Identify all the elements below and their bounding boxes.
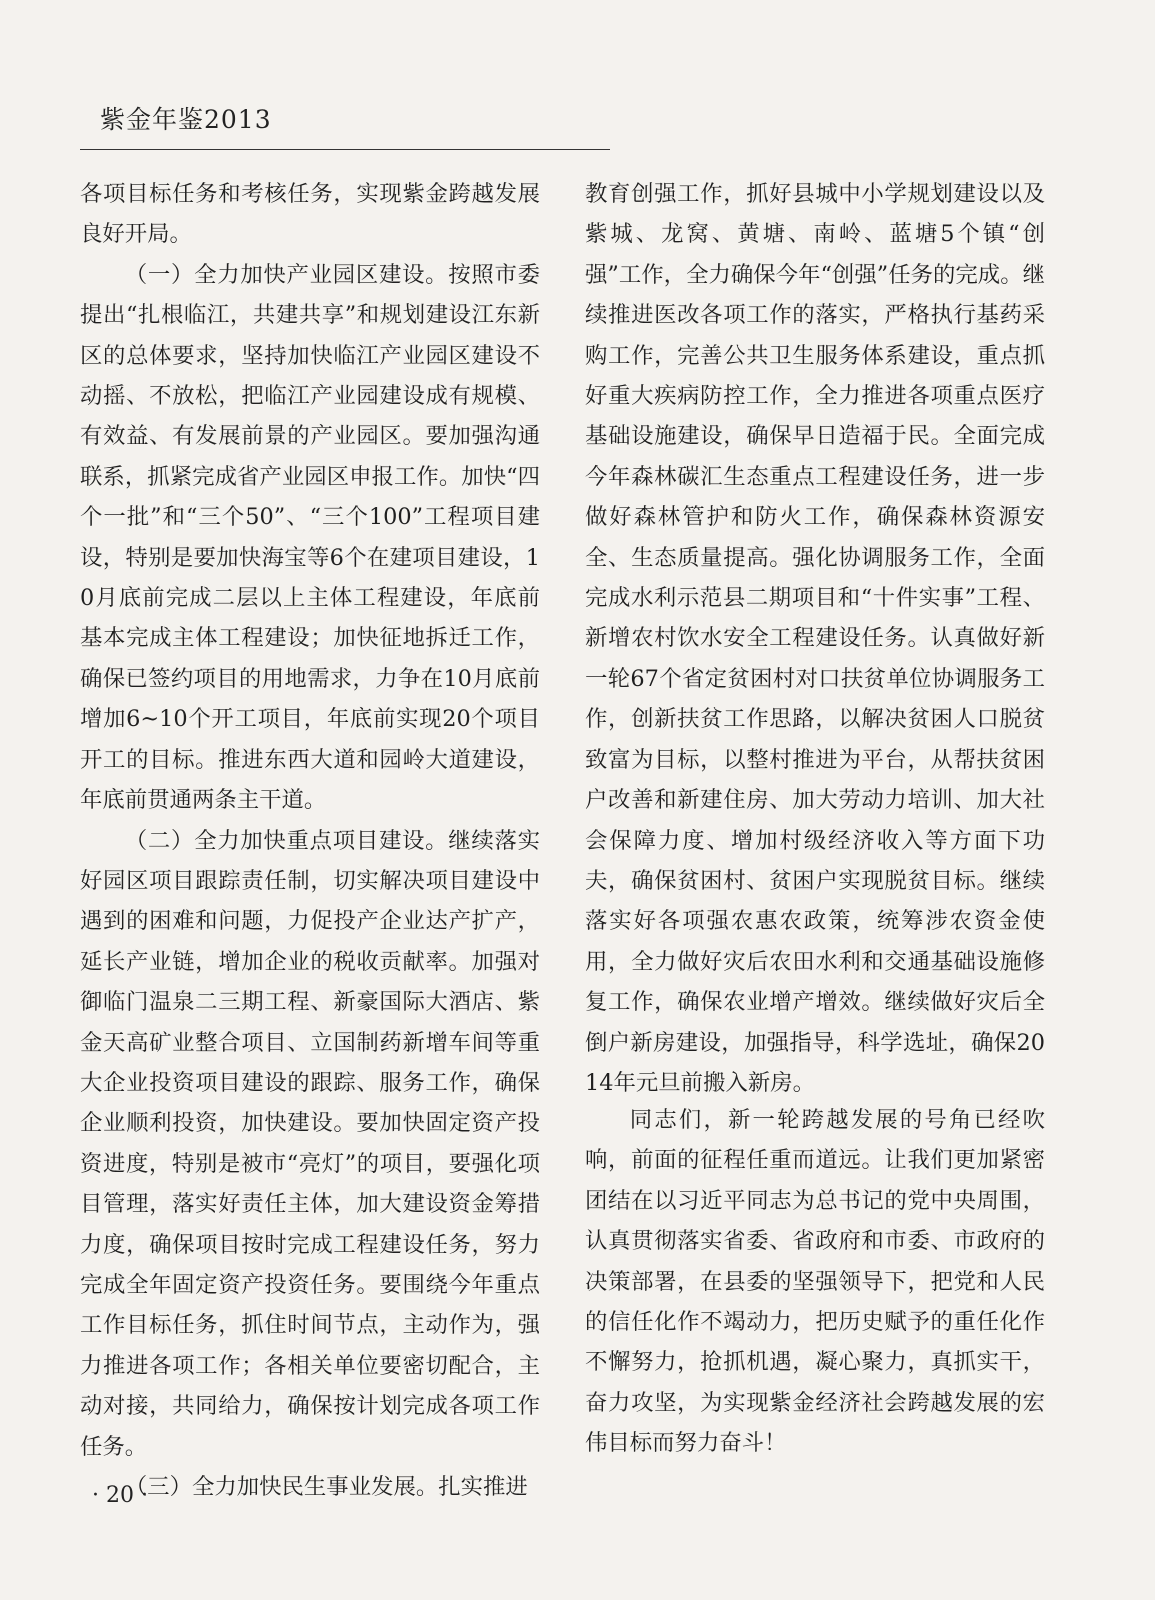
right-column xyxy=(585,174,1045,1103)
paragraph-closing: 同志们，新一轮跨越发展的号角已经吹响，前面的征程任重而道远。让我们更加紧密团结在以习近平同志为总书记的党中央周围，认真贯彻落实省委、省政府和市委、市政府的决策部署，在县委的坚强领导下，把党和人民的信任化作不竭动力，把历史赋予的重任化作不懈努力，抢抓机遇，凝心聚力，真抓实干，奋力攻坚，为实现紫金经济社会跨越发展的宏伟目标而努力奋斗！ xyxy=(585,1107,1045,1457)
paragraph-key-projects: （二）全力加快重点项目建设。继续落实好园区项目跟踪责任制，切实解决项目建设中遇到的困难和问题，力促投产企业达产扩产，延长产业链，增加企业的税收贡献率。加强对御临门温泉二三期工程、新豪国际大酒店、紫金天高矿业整合项目、立国制药新增车间等重大企业投资项目建设的跟踪、服务工作，确保企业顺利投资，加快建设。要加快固定资产投资进度，特别是被市“亮灯”的项目，要强化项目管理，落实好责任主体，加大建设资金筹措力度，确保项目按时完成工程建设任务，努力完成全年固定资产投资任务。要围绕今年重点工作目标任务，抓住时间节点，主动作为，强力推进各项工作；各相关单位要密切配合，主动对接，共同给力，确保按计划完成各项工作任务。 xyxy=(80,827,540,1460)
right-column-closing xyxy=(585,1100,1045,1464)
page-number: · 20 · xyxy=(92,1483,148,1508)
paragraph-livelihood-start: （三）全力加快民生事业发展。扎实推进 xyxy=(124,1474,528,1500)
header-title: 紫金年鉴2013 xyxy=(100,105,272,134)
left-column xyxy=(80,174,540,1507)
paragraph-industrial-park: （一）全力加快产业园区建设。按照市委提出“扎根临江，共建共享”和规划建设江东新区的总体要求，坚持加快临江产业园区建设不动摇、不放松，把临江产业园建设成有规模、有效益、有发展前景的产业园区。要加强沟通联系，抓紧完成省产业园区申报工作。加快“四个一批”和“三个50”、“三个100”工程项目建设，特别是要加快海宝等6个在建项目建设，10月底前完成二层以上主体工程建设，年底前基本完成主体工程建设；加快征地拆迁工作，确保已签约项目的用地需求，力争在10月底前增加6~10个开工项目，年底前实现20个项目开工的目标。推进东西大道和园岭大道建设，年底前贯通两条主干道。 xyxy=(80,261,540,814)
paragraph-continuation: 各项目标任务和考核任务，实现紫金跨越发展良好开局。 xyxy=(80,181,540,248)
header-divider xyxy=(80,149,610,150)
paragraph-livelihood-continuation: 教育创强工作，抓好县城中小学规划建设以及紫城、龙窝、黄塘、南岭、蓝塘5个镇“创强”工作，全力确保今年“创强”任务的完成。继续推进医改各项工作的落实，严格执行基药采购工作，完善公共卫生服务体系建设，重点抓好重大疾病防控工作，全力推进各项重点医疗基础设施建设，确保早日造福于民。全面完成今年森林碳汇生态重点工程建设任务，进一步做好森林管护和防火工作，确保森林资源安全、生态质量提高。强化协调服务工作，全面完成水利示范县二期项目和“十件实事”工程、新增农村饮水安全工程建设任务。认真做好新一轮67个省定贫困村对口扶贫单位协调服务工作，创新扶贫工作思路，以解决贫困人口脱贫致富为目标，以整村推进为平台，从帮扶贫困户改善和新建住房、加大劳动力培训、加大社会保障力度、增加村级经济收入等方面下功夫，确保贫困村、贫困户实现脱贫目标。继续落实好各项强农惠农政策，统筹涉农资金使用，全力做好灾后农田水利和交通基础设施修复工作，确保农业增产增效。继续做好灾后全倒户新房建设，加强指导，科学选址，确保2014年元旦前搬入新房。 xyxy=(585,181,1045,1096)
